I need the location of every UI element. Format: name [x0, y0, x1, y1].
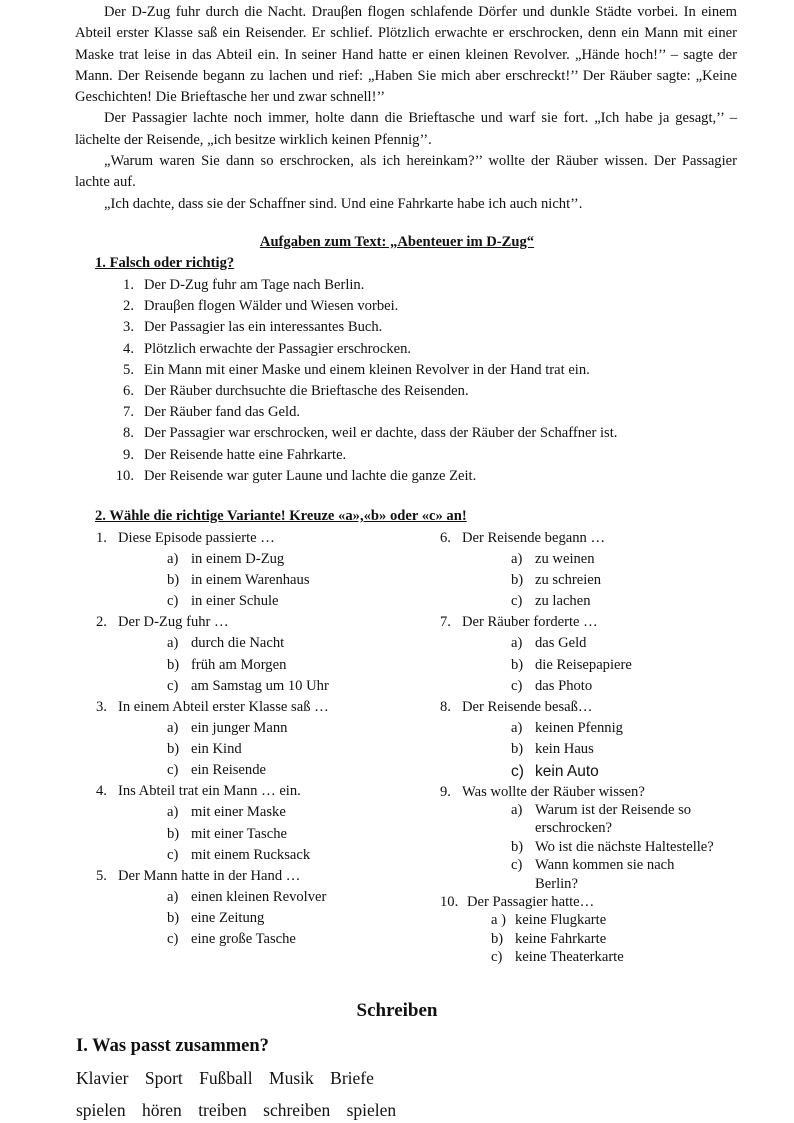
- answer-option: a ) keine Flugkarte: [491, 912, 607, 928]
- answer-option: a) mit einer Maske: [167, 804, 286, 820]
- list-item: 3. Der Passagier las ein interessantes Buch.: [123, 319, 383, 336]
- answer-option: c) am Samstag um 10 Uhr: [167, 678, 329, 694]
- list-item: 2. Drauβen flogen Wälder und Wiesen vorbei.: [123, 298, 399, 315]
- answer-option: c) eine große Tasche: [167, 931, 296, 947]
- answer-option: a) zu weinen: [511, 551, 595, 567]
- section2-title: 2. Wähle die richtige Variante! Kreuze «a»,«b» oder «c» an!: [95, 508, 467, 524]
- answer-option: a) in einem D-Zug: [167, 551, 285, 567]
- answer-option: c) keine Theaterkarte: [491, 949, 624, 965]
- answer-option: a) durch die Nacht: [167, 635, 285, 651]
- answer-option: a) keinen Pfennig: [511, 720, 623, 736]
- answer-option: b) mit einer Tasche: [167, 826, 287, 842]
- story-paragraph: „Ich dachte, dass sie der Schaffner sind. Und eine Fahrkarte habe ich auch nicht’’.: [104, 195, 583, 212]
- list-item: 5. Ein Mann mit einer Maske und einem kleinen Revolver in der Hand trat ein.: [123, 361, 590, 378]
- true-false-list: [110, 275, 617, 487]
- answer-option: c) in einer Schule: [167, 593, 279, 609]
- question: 9. Was wollte der Räuber wissen?: [440, 784, 645, 800]
- list-item: 7. Der Räuber fand das Geld.: [123, 404, 301, 421]
- answer-option: b) früh am Morgen: [167, 657, 287, 673]
- word: schreiben: [263, 1100, 331, 1120]
- answer-option: b) die Reisepapiere: [511, 657, 632, 673]
- word: treiben: [198, 1100, 247, 1120]
- word-row-nouns: [76, 1068, 386, 1089]
- list-item: 10. Der Reisende war guter Laune und lachte die ganze Zeit.: [115, 467, 477, 484]
- list-item: 6. Der Räuber durchsuchte die Brieftasche des Reisenden.: [123, 383, 469, 400]
- answer-option: b) eine Zeitung: [167, 910, 265, 926]
- tasks-heading: Aufgaben zum Text: „Abenteuer im D-Zug“: [259, 234, 535, 250]
- answer-option: b) in einem Warenhaus: [167, 572, 310, 588]
- word: Briefe: [330, 1068, 374, 1088]
- schreiben-heading: Schreiben: [356, 1000, 438, 1021]
- word: Musik: [269, 1068, 314, 1088]
- list-item: 8. Der Passagier war erschrocken, weil er dachte, dass der Räuber der Schaffner ist.: [123, 425, 618, 442]
- list-item: 9. Der Reisende hatte eine Fahrkarte.: [123, 446, 347, 463]
- question: 8. Der Reisende besaß…: [440, 699, 593, 715]
- word: spielen: [76, 1100, 126, 1120]
- section3-title: I. Was passt zusammen?: [76, 1036, 269, 1056]
- answer-option-continued: Berlin?: [535, 876, 578, 892]
- story-paragraph: „Warum waren Sie dann so erschrocken, als ich hereinkam?’’ wollte der Räuber wissen. Der Passagier lachte auf.: [75, 153, 737, 191]
- story-paragraph: Der D-Zug fuhr durch die Nacht. Drauβen flogen schlafende Dörfer und dunkle Städte vorbei. In einem Abteil erster Klasse saß ein Reisender. Er schlief. Plötzlich erwachte er erschrocken, denn ein Mann mit einer Maske trat leise in das Abteil ein. In seiner Hand hatte er einen kleinen Revolver. „Hände hoch!’’ – sagte der Mann. Der Reisende begann zu lachen und rief: „Haben Sie mich aber erschreckt!’’ Der Räuber sagte: „Keine Geschichten! Die Brieftasche her und zwar schnell!’’: [75, 4, 737, 106]
- answer-option: c) zu lachen: [511, 593, 591, 609]
- word: spielen: [346, 1100, 397, 1120]
- answer-option: b) keine Fahrkarte: [491, 931, 607, 947]
- section1-title: 1. Falsch oder richtig?: [95, 255, 235, 271]
- word: Klavier: [76, 1068, 129, 1088]
- answer-option: c) mit einem Rucksack: [167, 847, 311, 863]
- answer-option: a) Warum ist der Reisende so: [511, 802, 692, 818]
- list-item: 4. Plötzlich erwachte der Passagier erschrocken.: [123, 340, 412, 357]
- answer-option: c) ein Reisende: [167, 762, 266, 778]
- question: 7. Der Räuber forderte …: [440, 614, 598, 630]
- answer-option: c) das Photo: [511, 678, 593, 694]
- question: 3. In einem Abteil erster Klasse saß …: [96, 699, 329, 715]
- word-row-verbs: [76, 1100, 408, 1121]
- question: 6. Der Reisende begann …: [440, 530, 606, 546]
- story-text: [75, 2, 737, 215]
- question: 10. Der Passagier hatte…: [440, 894, 595, 910]
- answer-option: a) einen kleinen Revolver: [167, 889, 327, 905]
- answer-option: b) ein Kind: [167, 741, 242, 757]
- question: 4. Ins Abteil trat ein Mann … ein.: [96, 783, 301, 799]
- list-item: 1. Der D-Zug fuhr am Tage nach Berlin.: [123, 277, 365, 293]
- answer-option: c) kein Auto: [511, 763, 599, 780]
- answer-option: b) zu schreien: [511, 572, 602, 588]
- story-paragraph: Der Passagier lachte noch immer, holte dann die Brieftasche und warf sie fort. „Ich habe ja gesagt,’’ – lächelte der Reisende, „ich besitze wirklich keinen Pfennig’’.: [75, 110, 737, 148]
- answer-option: a) das Geld: [511, 635, 587, 651]
- word: Fußball: [199, 1068, 253, 1088]
- answer-option: c) Wann kommen sie nach: [511, 857, 675, 873]
- answer-option: b) Wo ist die nächste Haltestelle?: [511, 839, 714, 855]
- answer-option-continued: erschrocken?: [535, 820, 612, 836]
- word: hören: [141, 1100, 182, 1120]
- question: 5. Der Mann hatte in der Hand …: [96, 868, 301, 884]
- answer-option: a) ein junger Mann: [167, 720, 288, 736]
- question: 2. Der D-Zug fuhr …: [96, 614, 229, 630]
- question: 1. Diese Episode passierte …: [96, 530, 275, 546]
- word: Sport: [144, 1068, 183, 1088]
- answer-option: b) kein Haus: [511, 741, 594, 757]
